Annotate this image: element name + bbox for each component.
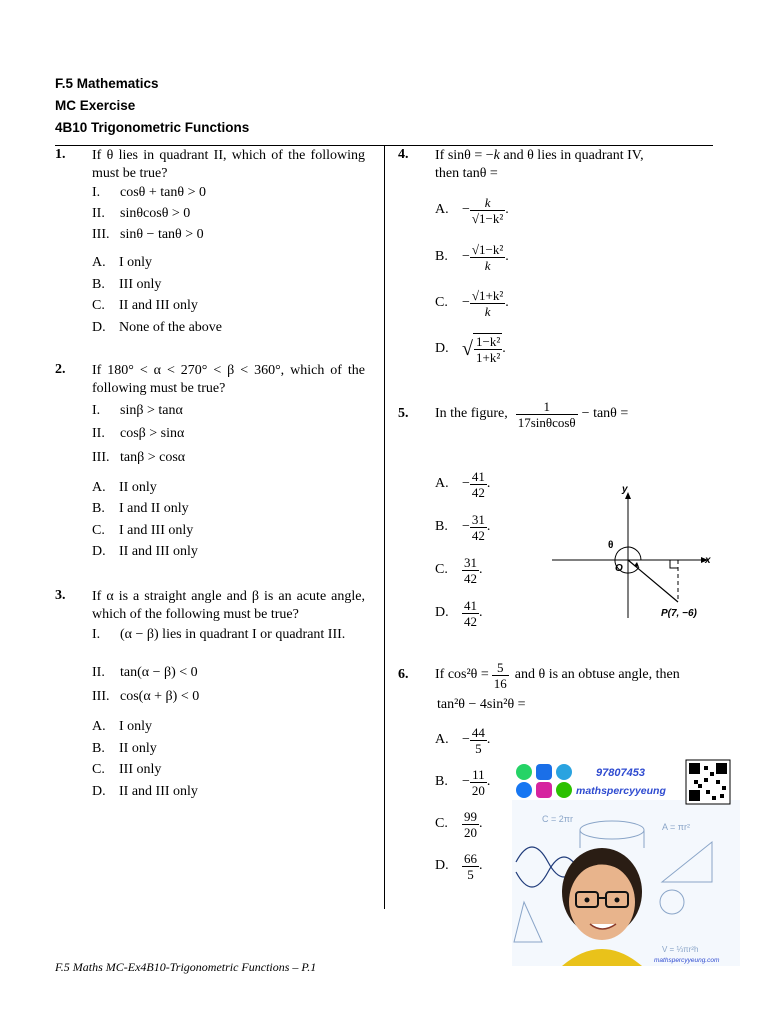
instagram-icon <box>536 782 552 798</box>
q3-number: 3. <box>55 588 66 603</box>
message-icon <box>536 764 552 780</box>
formula-circumference: C = 2πr <box>542 814 573 824</box>
q6-text: If cos²θ = $\frac{5}{16}$ and θ is an obtuse angle, then <box>435 659 680 691</box>
q3-stmt-3: III. cos(α + β) < 0 <box>92 689 200 704</box>
q1-option-c[interactable]: C. II and III only <box>92 298 198 313</box>
q5-option-c[interactable]: C. $\frac{31}{42}$ . <box>435 554 483 586</box>
telegram-icon <box>556 764 572 780</box>
q1-number: 1. <box>55 147 66 162</box>
q5-option-b[interactable]: B. − $\frac{31}{42}$ . <box>435 511 491 543</box>
qr-code-icon <box>686 760 730 804</box>
x-axis-label: x <box>705 555 711 566</box>
wechat-icon <box>556 782 572 798</box>
q1-text: If θ lies in quadrant II, which of the following must be true? <box>92 148 365 181</box>
q2-stmt-3: III. tanβ > cosα <box>92 450 186 465</box>
q4-number: 4. <box>398 147 409 162</box>
q4-option-a[interactable]: A. − $\frac{k}{\text{√1−k²}}$ . <box>435 194 509 226</box>
q4-option-c[interactable]: C. − $\frac{\text{√1+k²}}{k}$ . <box>435 287 509 319</box>
q6-text-2: tan²θ − 4sin²θ = <box>437 697 526 712</box>
facebook-icon <box>516 782 532 798</box>
q3-text: If α is a straight angle and β is an acute angle, which of the following must be true? <box>92 589 365 622</box>
topic-title: 4B10 Trigonometric Functions <box>55 120 250 135</box>
formula-area: A = πr² <box>662 822 690 832</box>
formula-volume: V = ⅓πr²h <box>662 945 699 954</box>
q3-stmt-1: I. (α − β) lies in quadrant I or quadrant III. <box>92 627 346 642</box>
q1-option-b[interactable]: B. III only <box>92 277 162 292</box>
q3-option-a[interactable]: A. I only <box>92 719 153 734</box>
q3-option-c[interactable]: C. III only <box>92 762 162 777</box>
q4-text-2: then tanθ = <box>435 166 498 181</box>
q4-text: If sinθ = −k and θ lies in quadrant IV, <box>435 148 644 163</box>
q1-option-d[interactable]: D. None of the above <box>92 320 223 335</box>
q2-stmt-2: II. cosβ > sinα <box>92 426 185 441</box>
q5-option-d[interactable]: D. $\frac{41}{42}$ . <box>435 597 483 629</box>
q4-option-b[interactable]: B. − $\frac{\text{√1−k²}}{k}$ . <box>435 241 509 273</box>
q2-option-a[interactable]: A. II only <box>92 480 157 495</box>
column-divider <box>384 145 385 909</box>
phone-number: 97807453 <box>596 767 645 779</box>
q5-number: 5. <box>398 406 409 421</box>
q3-option-d[interactable]: D. II and III only <box>92 784 198 799</box>
q4-option-d[interactable]: D. √ $\frac{\text{1−k²}}{\text{1+k²}}$ . <box>435 334 506 365</box>
point-p-label: P(7, −6) <box>661 608 697 619</box>
y-axis-label: y <box>622 484 628 495</box>
q5-option-a[interactable]: A. − $\frac{41}{42}$ . <box>435 468 491 500</box>
website-label: mathspercyyeung.com <box>654 957 720 964</box>
q2-option-b[interactable]: B. I and II only <box>92 501 189 516</box>
page-footer: F.5 Maths MC-Ex4B10-Trigonometric Functions – P.1 <box>55 960 317 974</box>
q1-stmt-1: I. cosθ + tanθ > 0 <box>92 185 206 200</box>
q2-stmt-1: I. sinβ > tanα <box>92 403 183 418</box>
right-angle-mark <box>670 560 678 568</box>
q6-option-b[interactable]: B. − $\frac{11}{20}$ . <box>435 766 491 798</box>
origin-label: O <box>615 563 623 574</box>
whatsapp-icon <box>516 764 532 780</box>
course-title: F.5 Mathematics <box>55 76 159 91</box>
q6-option-c[interactable]: C. $\frac{99}{20}$ . <box>435 808 483 840</box>
q6-option-d[interactable]: D. $\frac{66}{5}$ . <box>435 850 483 882</box>
q2-option-d[interactable]: D. II and III only <box>92 544 198 559</box>
q1-stmt-3: III. sinθ − tanθ > 0 <box>92 227 204 242</box>
q1-option-a[interactable]: A. I only <box>92 255 153 270</box>
theta-label: θ <box>608 540 614 551</box>
q2-option-c[interactable]: C. I and III only <box>92 523 194 538</box>
q6-option-a[interactable]: A. − $\frac{44}{5}$ . <box>435 724 491 756</box>
q3-stmt-2: II. tan(α − β) < 0 <box>92 665 198 680</box>
q2-text: If 180° < α < 270° < β < 360°, which of the following must be true? <box>92 363 365 396</box>
social-handle: mathspercyyeung <box>576 785 666 797</box>
exercise-title: MC Exercise <box>55 98 136 113</box>
q5-figure <box>548 482 718 622</box>
q3-option-b[interactable]: B. II only <box>92 741 157 756</box>
promo-banner <box>512 752 740 966</box>
q6-number: 6. <box>398 667 409 682</box>
q1-stmt-2: II. sinθcosθ > 0 <box>92 206 191 221</box>
q2-number: 2. <box>55 362 66 377</box>
q5-text: In the figure, $\frac{1}{17\sin\theta\cos\theta}$ − tanθ = <box>435 398 629 430</box>
